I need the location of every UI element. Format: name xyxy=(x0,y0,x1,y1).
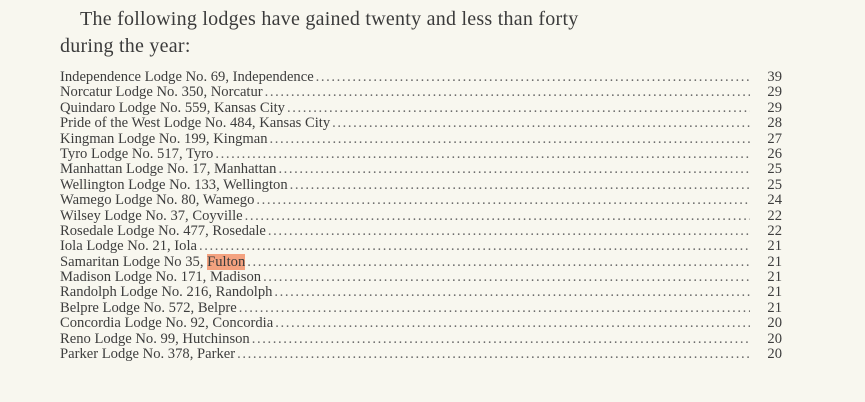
lodge-count: 39 xyxy=(767,69,782,85)
lodge-town: Hutchinson xyxy=(182,330,250,347)
lodge-town: Manhattan xyxy=(214,161,277,178)
lodge-entry-label xyxy=(60,132,268,147)
lodge-town: Kingman xyxy=(213,130,268,147)
lodge-name: Kingman Lodge No. 199, xyxy=(60,130,214,147)
lodge-name: Reno Lodge No. 99, xyxy=(60,330,183,347)
lodge-name: Belpre Lodge No. 572, xyxy=(60,299,198,316)
lodge-entry-label xyxy=(60,255,245,270)
list-item xyxy=(60,132,782,147)
lodge-count: 21 xyxy=(767,238,782,255)
lodge-town: Iola xyxy=(174,238,197,255)
lodge-count: 28 xyxy=(767,115,782,132)
dot-leader xyxy=(263,270,750,285)
intro-line-2: during the year: xyxy=(60,35,191,57)
lodge-name: Concordia Lodge No. 92, xyxy=(60,315,213,332)
lodge-entry-label xyxy=(60,193,254,208)
list-item xyxy=(60,178,782,193)
dot-leader xyxy=(247,255,750,270)
lodge-town: Wamego xyxy=(202,192,255,209)
lodge-entry-label xyxy=(60,178,288,193)
lodge-count: 21 xyxy=(767,299,782,316)
dot-leader xyxy=(316,70,750,85)
dot-leader xyxy=(278,162,750,177)
list-item xyxy=(60,147,782,162)
lodge-name: Independence Lodge No. 69, xyxy=(60,69,233,85)
intro-line-1: The following lodges have gained twenty and less than forty xyxy=(80,8,579,30)
dot-leader xyxy=(275,316,750,331)
lodge-count: 25 xyxy=(767,176,782,193)
lodge-entry-label xyxy=(60,347,235,362)
list-item xyxy=(60,162,782,177)
list-item xyxy=(60,239,782,254)
lodge-name: Norcatur Lodge No. 350, xyxy=(60,84,211,101)
list-item xyxy=(60,224,782,239)
dot-leader xyxy=(256,193,750,208)
lodge-entry-label xyxy=(60,332,250,347)
dot-leader xyxy=(252,332,750,347)
lodge-town: Independence xyxy=(232,69,314,85)
lodge-count: 22 xyxy=(767,222,782,239)
lodge-name: Rosedale Lodge No. 477, xyxy=(60,222,213,239)
lodge-entry-label xyxy=(60,85,263,100)
lodge-name: Randolph Lodge No. 216, xyxy=(60,284,216,301)
lodge-count: 21 xyxy=(767,253,782,270)
lodge-town: Wellington xyxy=(223,176,288,193)
lodge-count: 21 xyxy=(767,269,782,286)
dot-leader xyxy=(245,209,750,224)
lodge-town: Concordia xyxy=(212,315,274,332)
lodge-entry-label xyxy=(60,270,261,285)
lodge-count: 22 xyxy=(767,207,782,224)
list-item xyxy=(60,347,782,362)
lodge-name: Wellington Lodge No. 133, xyxy=(60,176,224,193)
intro-paragraph xyxy=(60,6,820,60)
lodge-town: Norcatur xyxy=(210,84,263,101)
lodge-entry-label xyxy=(60,285,272,300)
lodge-entry-label xyxy=(60,70,314,85)
list-item xyxy=(60,332,782,347)
dot-leader xyxy=(270,132,750,147)
lodge-count: 29 xyxy=(767,84,782,101)
lodge-name: Pride of the West Lodge No. 484, xyxy=(60,115,260,132)
lodge-name: Quindaro Lodge No. 559, xyxy=(60,99,215,116)
list-item xyxy=(60,85,782,100)
lodge-name: Samaritan Lodge No 35, xyxy=(60,253,208,270)
dot-leader xyxy=(239,301,750,316)
lodge-count: 26 xyxy=(767,145,782,162)
lodge-count: 20 xyxy=(767,346,782,363)
lodge-list xyxy=(60,70,782,362)
list-item xyxy=(60,70,782,85)
dot-leader xyxy=(199,239,750,254)
lodge-name: Manhattan Lodge No. 17, xyxy=(60,161,215,178)
lodge-count: 20 xyxy=(767,330,782,347)
lodge-entry-label xyxy=(60,147,213,162)
lodge-name: Wilsey Lodge No. 37, xyxy=(60,207,193,224)
lodge-town: Randolph xyxy=(215,284,273,301)
list-item xyxy=(60,285,782,300)
list-item xyxy=(60,209,782,224)
lodge-entry-label xyxy=(60,224,266,239)
lodge-town: Tyro xyxy=(186,145,214,162)
lodge-entry-label xyxy=(60,239,197,254)
lodge-entry-label xyxy=(60,316,273,331)
lodge-town: Rosedale xyxy=(212,222,266,239)
lodge-name: Madison Lodge No. 171, xyxy=(60,269,210,286)
lodge-town: Coyville xyxy=(192,207,243,224)
lodge-entry-label xyxy=(60,301,237,316)
lodge-name: Tyro Lodge No. 517, xyxy=(60,145,186,162)
lodge-entry-label xyxy=(60,162,276,177)
lodge-town: Kansas City xyxy=(214,99,285,116)
lodge-town: Belpre xyxy=(197,299,237,316)
lodge-entry-label xyxy=(60,101,285,116)
dot-leader xyxy=(332,116,750,131)
lodge-town: Kansas City xyxy=(259,115,331,132)
dot-leader xyxy=(287,101,750,116)
lodge-count: 27 xyxy=(767,130,782,147)
lodge-count: 25 xyxy=(767,161,782,178)
lodge-town: Parker xyxy=(197,346,236,363)
lodge-count: 21 xyxy=(767,284,782,301)
lodge-entry-label xyxy=(60,209,243,224)
lodge-count: 20 xyxy=(767,315,782,332)
lodge-name: Parker Lodge No. 378, xyxy=(60,346,197,363)
highlighted-town: Fulton xyxy=(207,253,246,270)
dot-leader xyxy=(268,224,750,239)
list-item xyxy=(60,255,782,270)
lodge-count: 29 xyxy=(767,99,782,116)
list-item xyxy=(60,193,782,208)
dot-leader xyxy=(290,178,750,193)
lodge-town: Madison xyxy=(209,269,262,286)
dot-leader xyxy=(215,147,750,162)
list-item xyxy=(60,101,782,116)
lodge-name: Wamego Lodge No. 80, xyxy=(60,192,203,209)
dot-leader xyxy=(237,347,750,362)
list-item xyxy=(60,301,782,316)
list-item xyxy=(60,316,782,331)
list-item xyxy=(60,116,782,131)
list-item xyxy=(60,270,782,285)
lodge-name: Iola Lodge No. 21, xyxy=(60,238,175,255)
dot-leader xyxy=(274,285,750,300)
dot-leader xyxy=(265,85,750,100)
lodge-count: 24 xyxy=(767,192,782,209)
lodge-entry-label xyxy=(60,116,330,131)
